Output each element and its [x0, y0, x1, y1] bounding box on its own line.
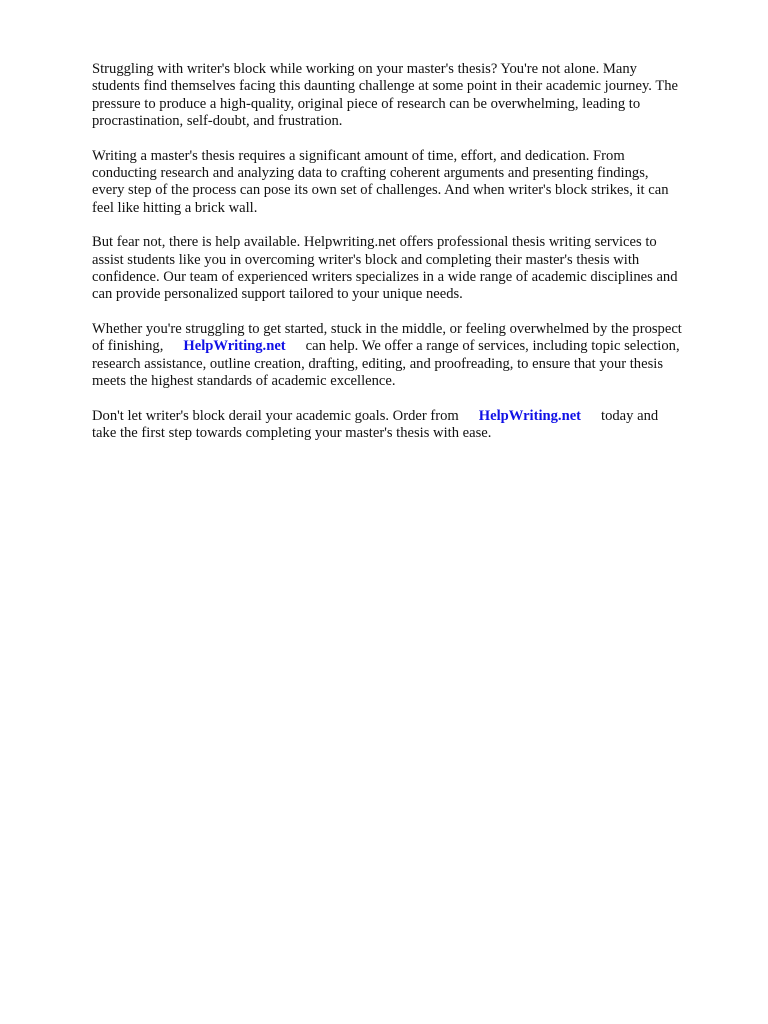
text-line: confidence. Our team of experienced writers specializes in a wide range of academic disciplines and: [92, 269, 678, 286]
text-line: pressure to produce a high-quality, original piece of research can be overwhelming, leading to: [92, 95, 641, 112]
text-line: Struggling with writer's block while working on your master's thesis? You're not alone. Many: [92, 61, 637, 77]
text-line: every step of the process can pose its own set of challenges. And when writer's block strikes, it can: [92, 182, 669, 199]
text-line: meets the highest standards of academic excellence.: [92, 373, 396, 390]
text-fragment: Don't let writer's block derail your academic goals. Order from: [92, 407, 459, 424]
text-line: research assistance, outline creation, drafting, editing, and proofreading, to ensure that your thesis: [92, 355, 663, 372]
text-line: Whether you're struggling to get started, stuck in the middle, or feeling overwhelmed by the prospect: [92, 320, 682, 337]
helpwriting-link[interactable]: HelpWriting.net: [183, 338, 286, 355]
helpwriting-order-link[interactable]: HelpWriting.net: [478, 407, 582, 424]
paragraph-services: [92, 321, 728, 391]
text-line: assist students like you in overcoming writer's block and completing their master's thesis with: [92, 251, 640, 268]
text-fragment: of finishing,: [92, 338, 164, 355]
text-line: conducting research and analyzing data to crafting coherent arguments and presenting findings,: [92, 165, 649, 182]
text-line: students find themselves facing this daunting challenge at some point in their academic journey. The: [92, 78, 679, 95]
paragraph-requirements: [92, 148, 728, 218]
text-fragment: can help. We offer a range of services, including topic selection,: [305, 338, 680, 355]
text-line: [92, 408, 728, 425]
paragraph-call-to-action: [92, 408, 728, 443]
text-line: take the first step towards completing your master's thesis with ease.: [92, 424, 492, 441]
text-fragment: today and: [601, 407, 659, 424]
text-line: But fear not, there is help available. Helpwriting.net offers professional thesis writing services to: [92, 234, 657, 251]
text-line: procrastination, self-doubt, and frustration.: [92, 113, 343, 130]
document-body: [92, 61, 728, 459]
text-line: can provide personalized support tailored to your unique needs.: [92, 286, 463, 303]
text-line: feel like hitting a brick wall.: [92, 199, 258, 216]
text-line: Writing a master's thesis requires a significant amount of time, effort, and dedication. From: [92, 147, 625, 164]
text-line: [92, 338, 728, 355]
paragraph-help-available: [92, 234, 728, 304]
paragraph-intro: [92, 61, 728, 131]
